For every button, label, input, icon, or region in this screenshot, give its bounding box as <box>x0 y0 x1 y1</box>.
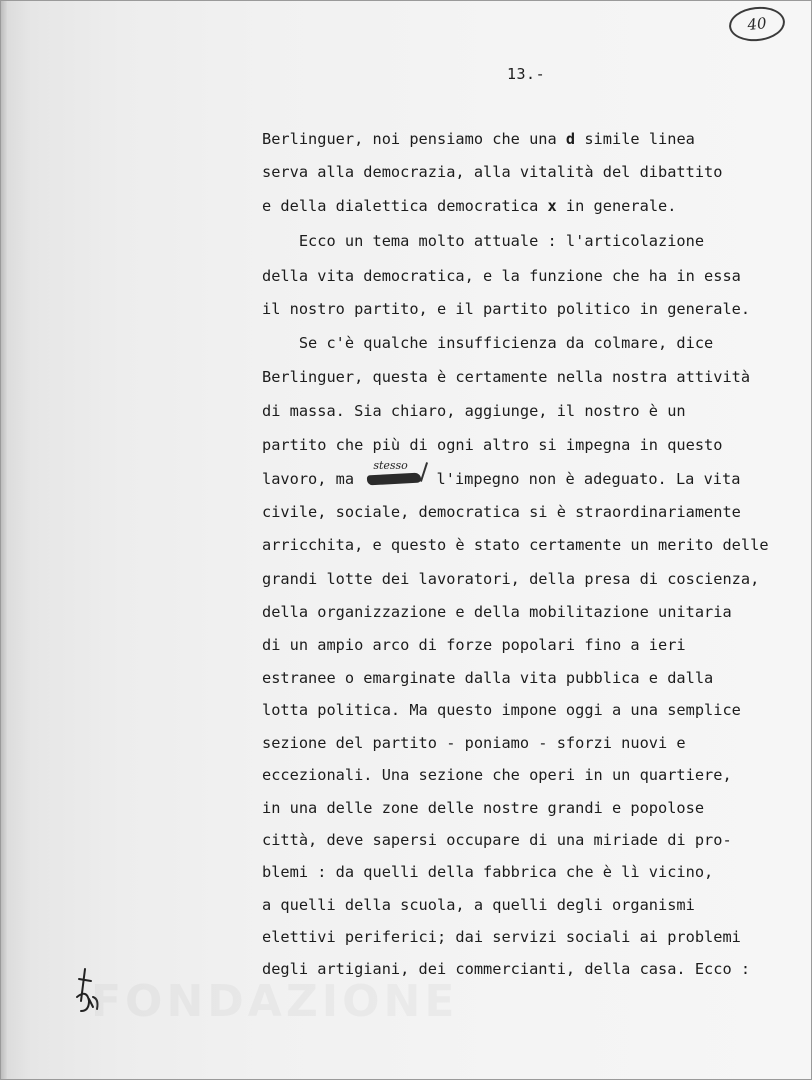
line-text: Berlinguer, questa è certamente nella nostra attività <box>262 368 751 386</box>
line-text: Se c'è qualche insufficienza da colmare, dice <box>262 334 714 352</box>
archive-number-stamp <box>727 4 786 44</box>
text-line <box>262 535 769 555</box>
line-text: a quelli della scuola, a quelli degli organismi <box>262 896 695 914</box>
text-line <box>262 569 759 589</box>
text-line <box>262 830 732 850</box>
line-text: della vita democratica, e la funzione che ha in essa <box>262 267 741 285</box>
line-text: sezione del partito - poniamo - sforzi nuovi e <box>262 734 686 752</box>
handwritten-correction: stesso <box>373 459 408 472</box>
text-line <box>262 401 686 421</box>
text-line <box>262 196 676 216</box>
line-text-before: Berlinguer, noi pensiamo che una <box>262 130 566 148</box>
line-text-after: l'impegno non è adeguato. La vita <box>427 470 741 488</box>
line-text: eccezionali. Una sezione che operi in un quartiere, <box>262 766 732 784</box>
archive-watermark: FONDAZIONE <box>91 976 459 1027</box>
text-line <box>262 700 741 720</box>
text-line <box>262 765 732 785</box>
line-text: arricchita, e questo è stato certamente un merito delle <box>262 536 769 554</box>
line-text: città, deve sapersi occupare di una miriade di pro- <box>262 831 732 849</box>
text-line <box>262 798 704 818</box>
line-text: elettivi periferici; dai servizi sociali ai problemi <box>262 928 741 946</box>
text-line <box>262 895 695 915</box>
text-line <box>262 231 704 251</box>
scan-edge-shadow <box>1 1 7 1080</box>
line-text-after: in generale. <box>556 197 677 215</box>
line-text: blemi : da quelli della fabbrica che è lì vicino, <box>262 863 714 881</box>
text-line <box>262 367 750 387</box>
text-line <box>262 602 732 622</box>
line-text: degli artigiani, dei commercianti, della casa. Ecco : <box>262 960 751 978</box>
line-text-before: e della dialettica democratica <box>262 197 548 215</box>
text-line <box>262 459 741 489</box>
page-number: 13.- <box>507 65 546 83</box>
text-line <box>262 733 686 753</box>
line-text: civile, sociale, democratica si è straordinariamente <box>262 503 741 521</box>
text-line <box>262 502 741 522</box>
text-line <box>262 129 695 149</box>
text-line <box>262 668 713 688</box>
line-text: della organizzazione e della mobilitazione unitaria <box>262 603 732 621</box>
line-text: il nostro partito, e il partito politico in generale. <box>262 300 751 318</box>
overstruck-character: x <box>547 197 557 215</box>
archive-number-text: 40 <box>746 14 768 34</box>
overstruck-character: d <box>565 130 576 148</box>
text-line <box>262 333 713 353</box>
line-text: in una delle zone delle nostre grandi e popolose <box>262 799 705 817</box>
line-text: serva alla democrazia, alla vitalità del dibattito <box>262 163 723 181</box>
text-line <box>262 266 741 286</box>
line-text: grandi lotte dei lavoratori, della presa di coscienza, <box>262 570 760 588</box>
text-line <box>262 635 686 655</box>
line-text-before: lavoro, ma <box>262 470 364 488</box>
line-text: Ecco un tema molto attuale : l'articolazione <box>262 232 705 250</box>
line-text: di un ampio arco di forze popolari fino a ieri <box>262 636 686 654</box>
line-text: estranee o emarginate dalla vita pubblica e dalla <box>262 669 714 687</box>
text-line <box>262 862 713 882</box>
text-line <box>262 927 741 947</box>
line-text: partito che più di ogni altro si impegna in questo <box>262 436 723 454</box>
line-text: di massa. Sia chiaro, aggiunge, il nostro è un <box>262 402 686 420</box>
text-line <box>262 162 722 182</box>
text-line <box>262 299 750 319</box>
text-line <box>262 435 722 455</box>
crossed-out-word <box>365 459 425 486</box>
line-text-after: simile linea <box>575 130 695 148</box>
line-text: lotta politica. Ma questo impone oggi a una semplice <box>262 701 741 719</box>
